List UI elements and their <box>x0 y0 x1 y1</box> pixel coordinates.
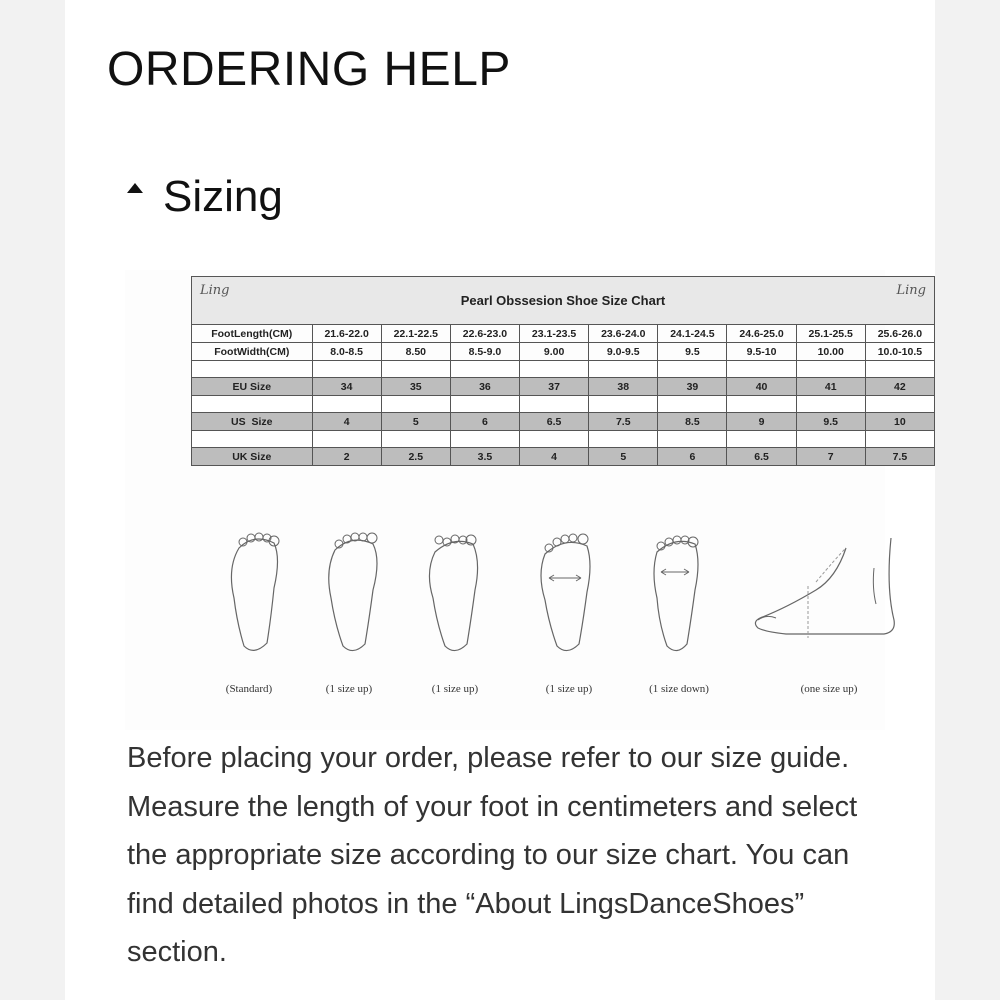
foot-caption: (1 size up) <box>431 683 479 695</box>
table-cell: 5 <box>381 413 450 431</box>
foot-sole-icon <box>419 528 489 658</box>
row-label: FootWidth(CM) <box>192 343 313 361</box>
table-cell: 24.6-25.0 <box>727 325 796 343</box>
table-cell: 10.0-10.5 <box>865 343 934 361</box>
lings-logo-left: Ling <box>200 283 230 298</box>
lings-logo-right: Ling <box>896 283 926 298</box>
foot-caption: (Standard) <box>225 683 273 695</box>
table-cell: 40 <box>727 378 796 396</box>
table-cell: 38 <box>589 378 658 396</box>
table-cell: 34 <box>312 378 381 396</box>
table-cell: 23.1-23.5 <box>520 325 589 343</box>
foot-caption: (1 size up) <box>325 683 373 695</box>
table-cell: 9 <box>727 413 796 431</box>
table-cell: 7 <box>796 448 865 466</box>
table-cell: 7.5 <box>865 448 934 466</box>
table-cell: 6 <box>658 448 727 466</box>
foot-sole-icon <box>317 528 387 658</box>
table-cell: 10 <box>865 413 934 431</box>
foot-caption: (one size up) <box>800 683 858 695</box>
table-cell: 4 <box>312 413 381 431</box>
table-cell: 5 <box>589 448 658 466</box>
table-cell: 2 <box>312 448 381 466</box>
table-cell: 21.6-22.0 <box>312 325 381 343</box>
foot-caption: (1 size up) <box>545 683 593 695</box>
foot-sole-icon <box>219 528 289 658</box>
row-label: FootLength(CM) <box>192 325 313 343</box>
table-cell: 22.1-22.5 <box>381 325 450 343</box>
table-cell: 8.50 <box>381 343 450 361</box>
page <box>65 0 935 1000</box>
foot-side-icon <box>746 528 906 658</box>
table-cell: 8.0-8.5 <box>312 343 381 361</box>
table-cell: 6.5 <box>520 413 589 431</box>
sizing-description: Before placing your order, please refer to our size guide. Measure the length of your foot in centimeters and select the appropriate size according to our size chart. You can find detailed photos in the “About LingsDanceShoes” section. <box>127 742 858 968</box>
size-chart-table <box>191 276 935 466</box>
table-row <box>192 378 935 396</box>
size-chart-image <box>125 270 926 730</box>
table-cell: 41 <box>796 378 865 396</box>
blank-row <box>192 431 935 448</box>
row-label: EU Size <box>192 378 313 396</box>
table-cell: 23.6-24.0 <box>589 325 658 343</box>
table-cell: 37 <box>520 378 589 396</box>
table-row <box>192 413 935 431</box>
table-cell: 4 <box>520 448 589 466</box>
table-cell: 25.6-26.0 <box>865 325 934 343</box>
table-cell: 36 <box>450 378 519 396</box>
row-label: UK Size <box>192 448 313 466</box>
row-label: US Size <box>192 413 313 431</box>
page-title: ORDERING HELP <box>107 43 511 96</box>
table-row <box>192 325 935 343</box>
table-cell: 39 <box>658 378 727 396</box>
table-row <box>192 343 935 361</box>
sizing-label: Sizing <box>163 172 283 221</box>
table-cell: 9.5 <box>796 413 865 431</box>
chart-title: Pearl Obssesion Shoe Size Chart <box>460 293 666 308</box>
chart-title-cell <box>192 277 935 325</box>
table-cell: 8.5 <box>658 413 727 431</box>
foot-diagrams <box>191 528 935 708</box>
table-cell: 9.5 <box>658 343 727 361</box>
table-cell: 25.1-25.5 <box>796 325 865 343</box>
table-cell: 9.0-9.5 <box>589 343 658 361</box>
chart-title-row <box>192 277 935 325</box>
table-row <box>192 448 935 466</box>
table-cell: 9.5-10 <box>727 343 796 361</box>
table-cell: 6.5 <box>727 448 796 466</box>
table-cell: 7.5 <box>589 413 658 431</box>
table-cell: 42 <box>865 378 934 396</box>
table-cell: 10.00 <box>796 343 865 361</box>
table-cell: 35 <box>381 378 450 396</box>
table-cell: 24.1-24.5 <box>658 325 727 343</box>
blank-row <box>192 361 935 378</box>
table-cell: 9.00 <box>520 343 589 361</box>
table-cell: 2.5 <box>381 448 450 466</box>
foot-sole-icon <box>641 528 711 658</box>
caret-up-icon <box>127 183 143 193</box>
table-cell: 22.6-23.0 <box>450 325 519 343</box>
blank-row <box>192 396 935 413</box>
table-cell: 3.5 <box>450 448 519 466</box>
foot-sole-icon <box>531 528 601 658</box>
table-cell: 8.5-9.0 <box>450 343 519 361</box>
table-cell: 6 <box>450 413 519 431</box>
sizing-accordion-toggle[interactable] <box>127 172 283 222</box>
foot-caption: (1 size down) <box>649 683 709 695</box>
